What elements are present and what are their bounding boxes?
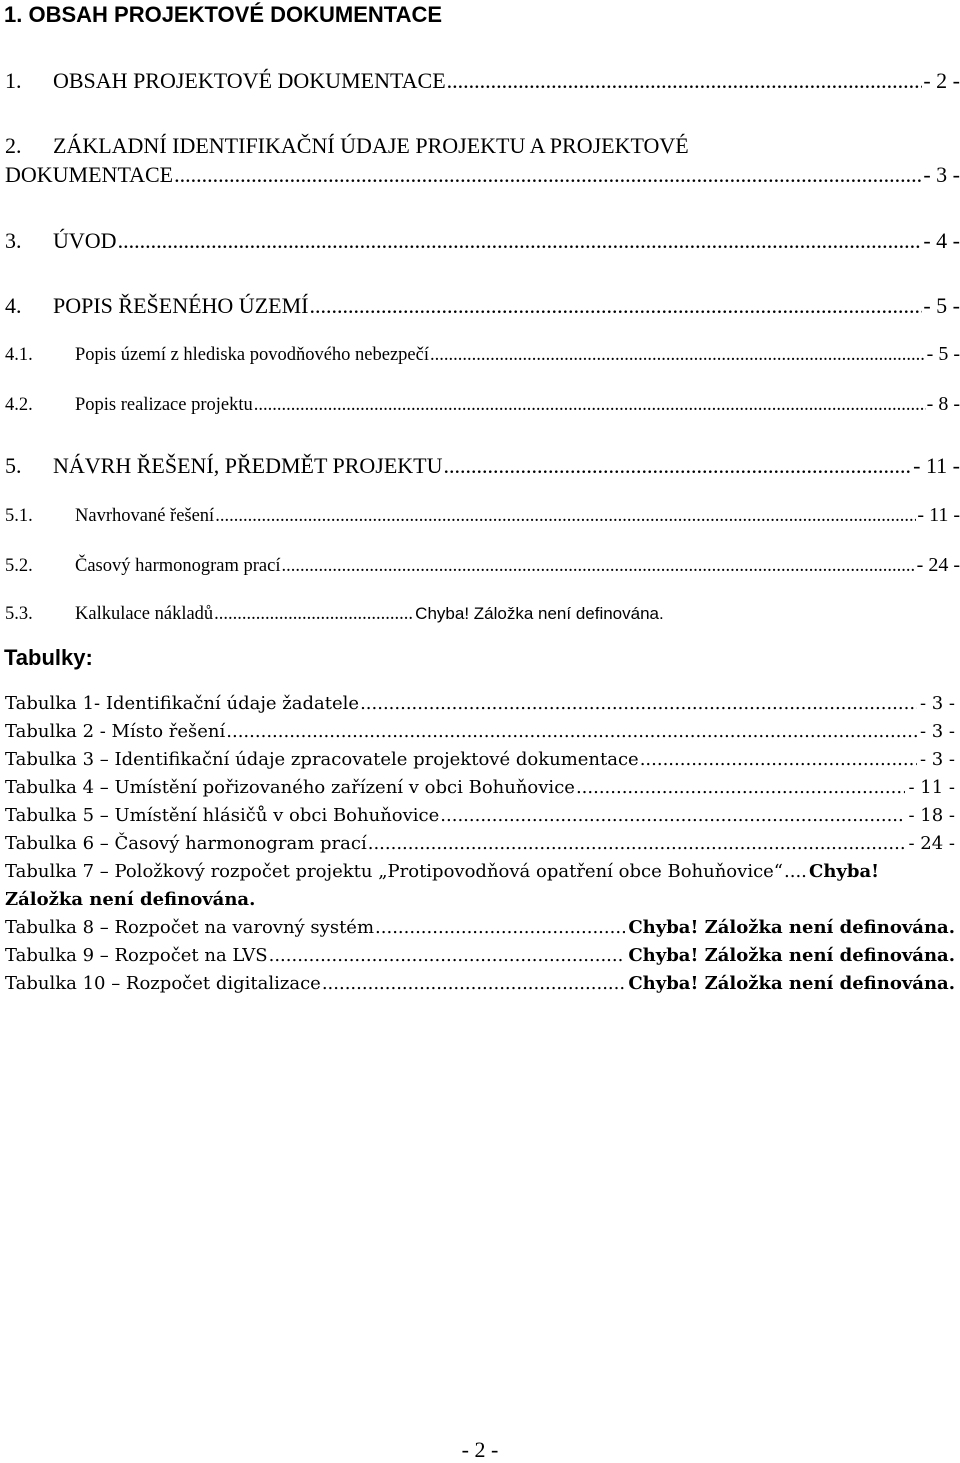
toc-leader [254, 395, 926, 416]
document-heading: 1. OBSAH PROJEKTOVÉ DOKUMENTACE [4, 2, 443, 27]
toc-text: Časový harmonogram prací [75, 556, 281, 576]
toc-number: 4.1. [5, 345, 33, 365]
toc-page: - 3 - [923, 162, 960, 187]
table-list-page-error: Chyba! [809, 861, 880, 882]
tables-title: Tabulky: [4, 645, 93, 670]
toc-text: ÚVOD [53, 228, 117, 253]
toc-page: - 11 - [913, 453, 960, 478]
toc-leader [375, 917, 625, 938]
toc-leader [309, 293, 922, 319]
toc-text: Kalkulace nákladů [75, 604, 214, 624]
toc-page-error: Chyba! Záložka není definována. [415, 604, 664, 623]
toc-number: 1. [5, 68, 22, 93]
toc-leader [226, 721, 917, 742]
toc-text: Popis území z hlediska povodňového nebezpečí [75, 345, 429, 365]
toc-leader [784, 861, 806, 882]
toc-text: OBSAH PROJEKTOVÉ DOKUMENTACE [53, 68, 446, 93]
toc-entry-continuation[interactable] [0, 162, 960, 188]
toc-page: - 8 - [926, 393, 960, 415]
table-list-item[interactable] [5, 917, 955, 945]
table-list-text: Tabulka 8 – Rozpočet na varovný systém [5, 917, 375, 938]
toc-text: ZÁKLADNÍ IDENTIFIKAČNÍ ÚDAJE PROJEKTU A PROJEKTOVÉ [53, 133, 689, 158]
toc-number: 5.3. [5, 604, 33, 624]
table-list-text: Tabulka 1- Identifikační údaje žadatele [5, 693, 360, 714]
toc-leader [360, 693, 917, 714]
toc-leader [214, 604, 414, 625]
toc-entry[interactable] [0, 228, 960, 254]
table-list-page-error: Chyba! Záložka není definována. [628, 945, 955, 966]
toc-page: - 5 - [926, 343, 960, 365]
toc-page: - 11 - [917, 504, 960, 526]
table-list-text: Tabulka 10 – Rozpočet digitalizace [5, 973, 321, 994]
toc-leader [368, 833, 906, 854]
toc-entry[interactable] [0, 133, 960, 159]
toc-leader [215, 506, 916, 527]
table-list-item[interactable] [5, 777, 955, 805]
table-list-page-error-continuation: Záložka není definována. [5, 889, 256, 910]
toc-number: 4. [5, 293, 22, 318]
toc-leader [118, 228, 923, 254]
table-list-page: - 18 - [908, 805, 955, 826]
toc-entry[interactable] [0, 604, 960, 630]
table-list-text: Tabulka 4 – Umístění pořizovaného zařízení v obci Bohuňovice [5, 777, 575, 798]
toc-text: Navrhované řešení [75, 506, 215, 526]
toc-leader [640, 749, 917, 770]
toc-leader [282, 556, 916, 577]
table-list-page-error: Chyba! Záložka není definována. [628, 917, 955, 938]
toc-text: POPIS ŘEŠENÉHO ÚZEMÍ [53, 293, 309, 318]
toc-number: 5.1. [5, 506, 33, 526]
toc-number: 2. [5, 133, 22, 158]
toc-entry[interactable] [0, 504, 960, 530]
toc-leader [576, 777, 906, 798]
toc-entry[interactable] [0, 554, 960, 580]
toc-leader [444, 453, 913, 479]
toc-leader [322, 973, 626, 994]
table-list-text: Tabulka 5 – Umístění hlásičů v obci Bohuňovice [5, 805, 440, 826]
toc-text: DOKUMENTACE [5, 162, 174, 187]
table-list-item[interactable] [5, 833, 955, 861]
table-list-page: - 11 - [908, 777, 955, 798]
toc-leader [430, 345, 926, 366]
table-list-item[interactable] [5, 721, 955, 749]
toc-leader [440, 805, 905, 826]
toc-number: 5.2. [5, 556, 33, 576]
toc-entry[interactable] [0, 293, 960, 319]
toc-number: 5. [5, 453, 22, 478]
table-list-text: Tabulka 6 – Časový harmonogram prací [5, 833, 367, 854]
table-list-item[interactable] [5, 973, 955, 1001]
toc-leader [174, 162, 922, 188]
table-list-item[interactable] [5, 805, 955, 833]
toc-text: NÁVRH ŘEŠENÍ, PŘEDMĚT PROJEKTU [53, 453, 443, 478]
toc-text: Popis realizace projektu [75, 395, 253, 415]
table-list-item[interactable] [5, 861, 955, 889]
toc-number: 4.2. [5, 395, 33, 415]
toc-page: - 2 - [923, 68, 960, 93]
toc-entry[interactable] [0, 453, 960, 479]
table-list-item[interactable] [5, 749, 955, 777]
table-list-page: - 3 - [919, 749, 955, 770]
table-list-page-error: Chyba! Záložka není definována. [628, 973, 955, 994]
page-number: - 2 - [461, 1437, 499, 1462]
toc-entry[interactable] [0, 343, 960, 369]
table-list-item[interactable] [5, 945, 955, 973]
toc-leader [447, 68, 923, 94]
table-list-text: Tabulka 2 - Místo řešení [5, 721, 226, 742]
table-list-text: Tabulka 3 – Identifikační údaje zpracovatele projektové dokumentace [5, 749, 639, 770]
table-list-page: - 3 - [919, 721, 955, 742]
table-list-item[interactable] [5, 693, 955, 721]
toc-number: 3. [5, 228, 22, 253]
table-list-text: Tabulka 7 – Položkový rozpočet projektu „Protipovodňová opatření obce Bohuňovice“ [5, 861, 784, 882]
table-list-text: Tabulka 9 – Rozpočet na LVS [5, 945, 268, 966]
table-list-page: - 3 - [919, 693, 955, 714]
toc-page: - 24 - [916, 554, 960, 576]
toc-leader [269, 945, 626, 966]
toc-entry[interactable] [0, 393, 960, 419]
toc-page: - 5 - [923, 293, 960, 318]
toc-page: - 4 - [923, 228, 960, 253]
table-list-page: - 24 - [908, 833, 955, 854]
toc-entry[interactable] [0, 68, 960, 94]
